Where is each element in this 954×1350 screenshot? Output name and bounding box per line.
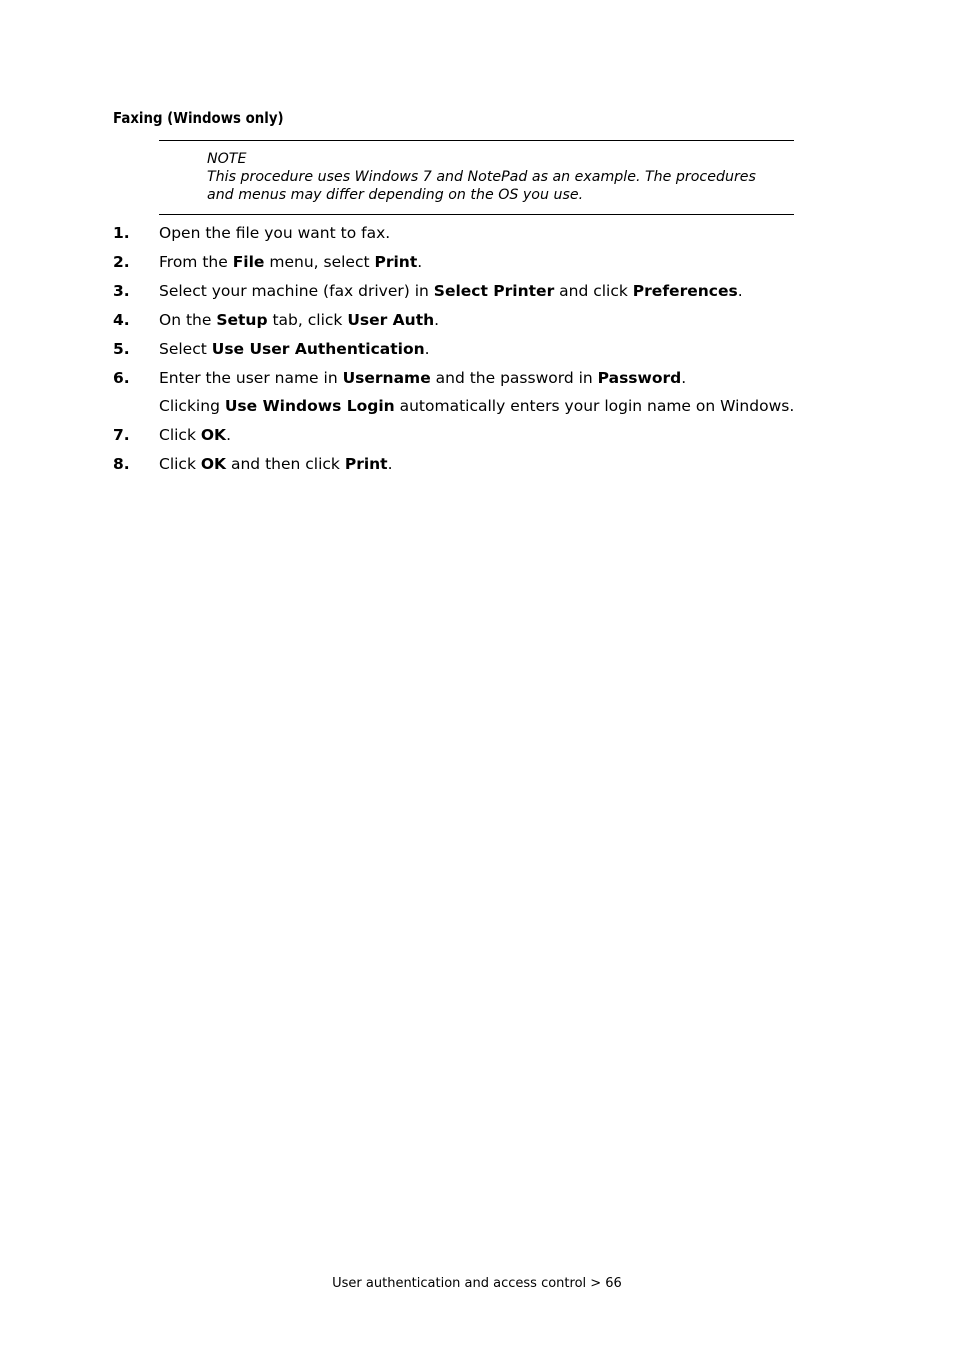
step-text: Click OK and then click Print.: [159, 455, 393, 473]
step-text: On the Setup tab, click User Auth.: [159, 311, 440, 329]
step-number: 3.: [113, 282, 130, 300]
section-heading: Faxing (Windows only): [113, 109, 284, 127]
step-number: 1.: [113, 224, 130, 242]
step-text: Enter the user name in Username and the password in Password.: [159, 369, 687, 387]
step-number: 6.: [113, 369, 130, 387]
step-text: Open the file you want to fax.: [159, 224, 391, 242]
note-box: [159, 140, 794, 215]
step-number: 2.: [113, 253, 130, 271]
step-number: 5.: [113, 340, 130, 358]
step-detail-text: Clicking Use Windows Login automatically enters your login name on Windows.: [159, 397, 795, 415]
step-text: Click OK.: [159, 426, 231, 444]
step-number: 4.: [113, 311, 130, 329]
step-text: Select Use User Authentication.: [159, 340, 430, 358]
note-line-1: This procedure uses Windows 7 and NotePad as an example. The procedures: [207, 169, 756, 185]
note-line-2: and menus may differ depending on the OS you use.: [207, 187, 584, 203]
note-label: NOTE: [207, 151, 247, 167]
step-number: 7.: [113, 426, 130, 444]
page-footer: User authentication and access control > 66: [332, 1276, 622, 1291]
step-number: 8.: [113, 455, 130, 473]
step-text: Select your machine (fax driver) in Select Printer and click Preferences.: [159, 282, 743, 300]
note-text: [207, 150, 787, 204]
step-text: From the File menu, select Print.: [159, 253, 423, 271]
